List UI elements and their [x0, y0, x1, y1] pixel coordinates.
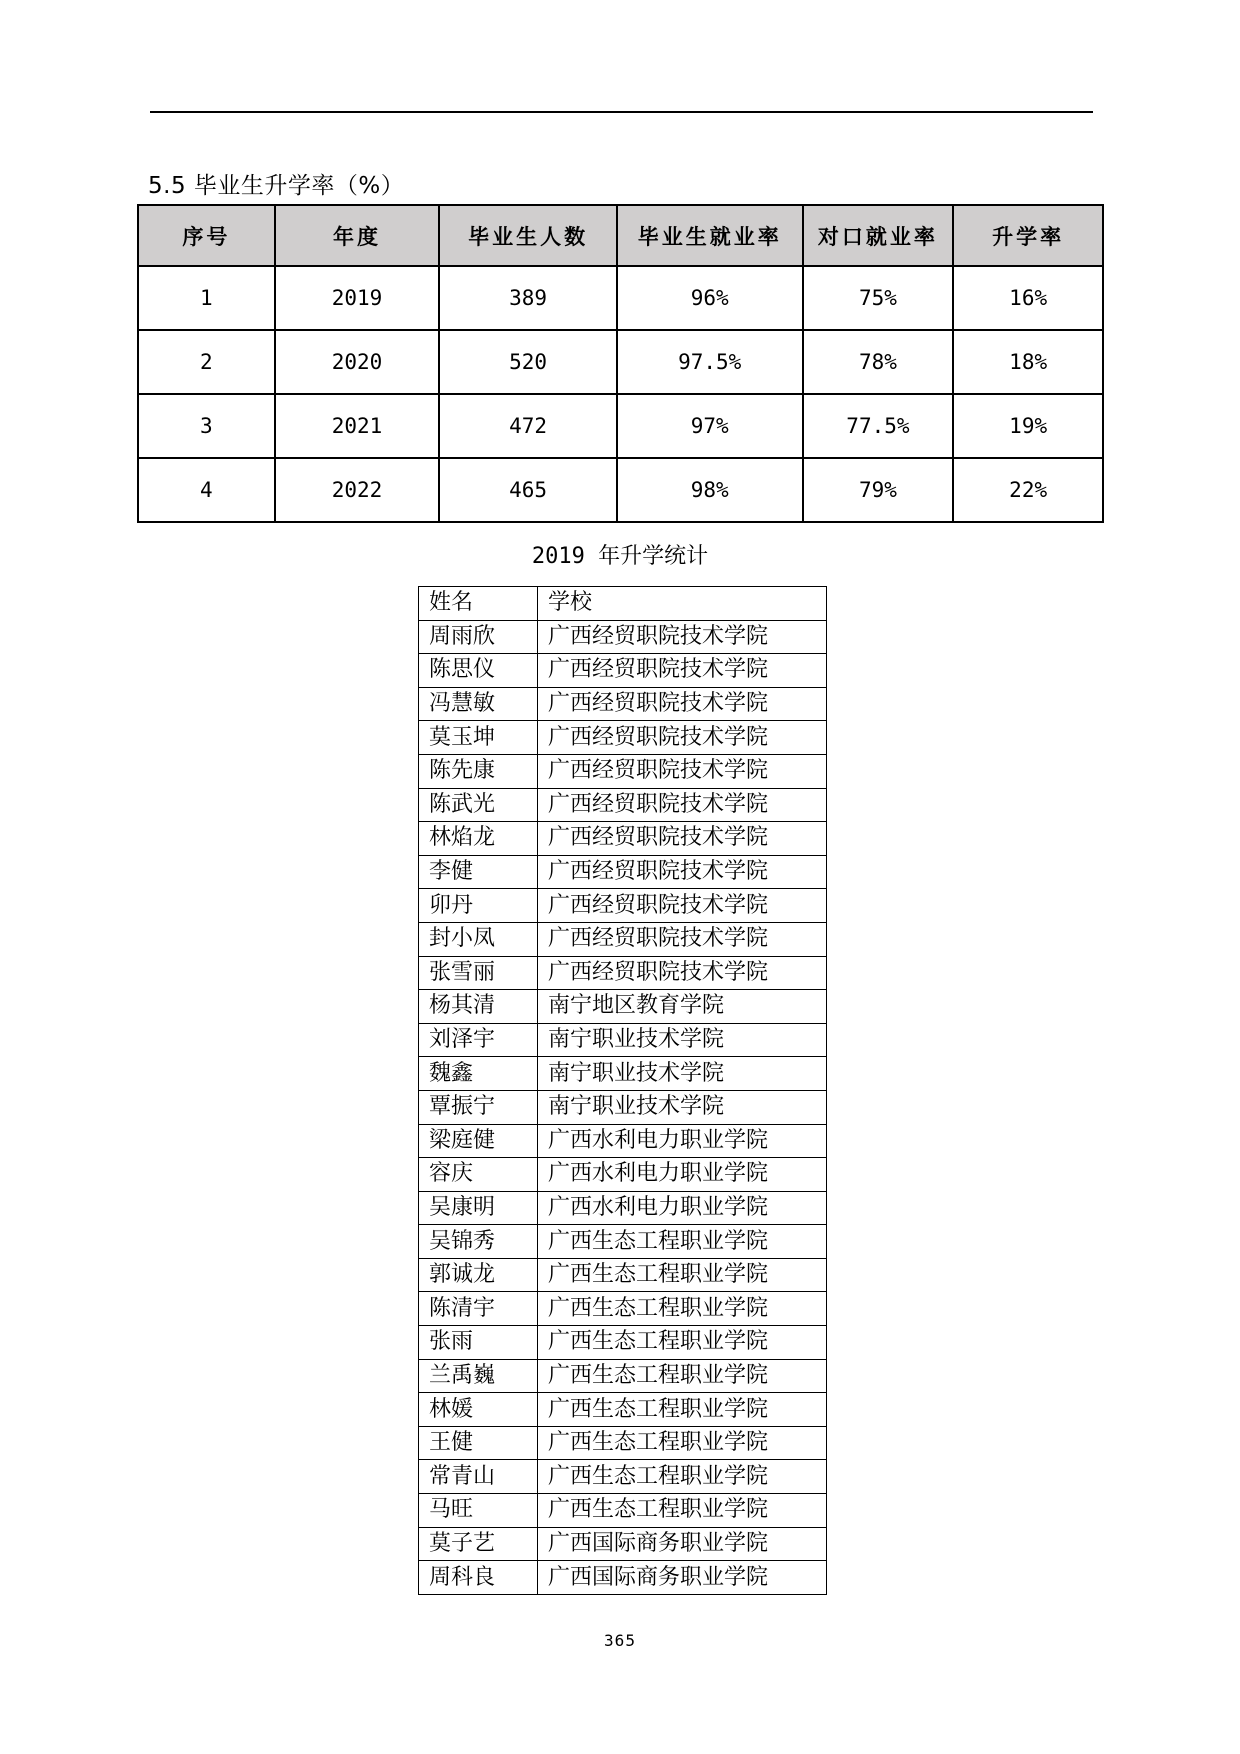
header-name: 姓名: [419, 587, 538, 621]
student-name: 覃振宁: [419, 1090, 538, 1124]
school-name: 广西生态工程职业学院: [538, 1292, 827, 1326]
cell-employment-rate: 98%: [617, 458, 803, 522]
student-name: 郭诚龙: [419, 1258, 538, 1292]
cell-year: 2019: [275, 266, 440, 330]
further-study-roster-table: [418, 586, 827, 1595]
roster-row: [419, 788, 827, 822]
cell-index: 3: [138, 394, 275, 458]
school-name: 广西经贸职院技术学院: [538, 754, 827, 788]
roster-row: [419, 1359, 827, 1393]
student-name: 李健: [419, 855, 538, 889]
cell-graduate-count: 465: [439, 458, 617, 522]
stats-row: [138, 394, 1103, 458]
school-name: 广西生态工程职业学院: [538, 1460, 827, 1494]
roster-row: [419, 990, 827, 1024]
student-name: 陈武光: [419, 788, 538, 822]
student-name: 王健: [419, 1426, 538, 1460]
cell-year: 2022: [275, 458, 440, 522]
school-name: 广西经贸职院技术学院: [538, 922, 827, 956]
roster-row: [419, 687, 827, 721]
roster-row: [419, 721, 827, 755]
section-title: 5.5 毕业生升学率（%）: [148, 173, 405, 199]
header-index: 序号: [138, 205, 275, 266]
school-name: 广西经贸职院技术学院: [538, 620, 827, 654]
school-name: 广西国际商务职业学院: [538, 1561, 827, 1595]
roster-row: [419, 620, 827, 654]
student-name: 冯慧敏: [419, 687, 538, 721]
roster-row: [419, 855, 827, 889]
cell-further-study-rate: 18%: [953, 330, 1103, 394]
stats-row: [138, 458, 1103, 522]
student-name: 封小凤: [419, 922, 538, 956]
student-name: 常青山: [419, 1460, 538, 1494]
school-name: 广西经贸职院技术学院: [538, 721, 827, 755]
school-name: 南宁职业技术学院: [538, 1057, 827, 1091]
student-name: 张雪丽: [419, 956, 538, 990]
school-name: 广西经贸职院技术学院: [538, 956, 827, 990]
school-name: 广西生态工程职业学院: [538, 1393, 827, 1427]
cell-matched-employment-rate: 77.5%: [803, 394, 954, 458]
school-name: 广西水利电力职业学院: [538, 1191, 827, 1225]
school-name: 南宁职业技术学院: [538, 1090, 827, 1124]
header-matched-employment-rate: 对口就业率: [803, 205, 954, 266]
school-name: 广西经贸职院技术学院: [538, 822, 827, 856]
student-name: 吴康明: [419, 1191, 538, 1225]
roster-row: [419, 1057, 827, 1091]
stats-header-row: [138, 205, 1103, 266]
student-name: 刘泽宇: [419, 1023, 538, 1057]
school-name: 广西水利电力职业学院: [538, 1158, 827, 1192]
school-name: 广西经贸职院技术学院: [538, 855, 827, 889]
roster-row: [419, 1158, 827, 1192]
school-name: 广西生态工程职业学院: [538, 1258, 827, 1292]
roster-row: [419, 889, 827, 923]
student-name: 马旺: [419, 1494, 538, 1528]
student-name: 杨其清: [419, 990, 538, 1024]
roster-row: [419, 1292, 827, 1326]
cell-further-study-rate: 22%: [953, 458, 1103, 522]
roster-caption: 2019 年升学统计: [531, 544, 709, 569]
cell-further-study-rate: 16%: [953, 266, 1103, 330]
cell-year: 2021: [275, 394, 440, 458]
school-name: 广西水利电力职业学院: [538, 1124, 827, 1158]
stats-row: [138, 330, 1103, 394]
header-year: 年度: [275, 205, 440, 266]
roster-row: [419, 754, 827, 788]
header-graduate-count: 毕业生人数: [439, 205, 617, 266]
cell-matched-employment-rate: 75%: [803, 266, 954, 330]
school-name: 广西生态工程职业学院: [538, 1426, 827, 1460]
school-name: 广西生态工程职业学院: [538, 1494, 827, 1528]
header-further-study-rate: 升学率: [953, 205, 1103, 266]
student-name: 梁庭健: [419, 1124, 538, 1158]
cell-matched-employment-rate: 78%: [803, 330, 954, 394]
cell-employment-rate: 97%: [617, 394, 803, 458]
cell-further-study-rate: 19%: [953, 394, 1103, 458]
cell-matched-employment-rate: 79%: [803, 458, 954, 522]
roster-row: [419, 922, 827, 956]
student-name: 周科良: [419, 1561, 538, 1595]
cell-employment-rate: 96%: [617, 266, 803, 330]
roster-row: [419, 1460, 827, 1494]
roster-row: [419, 1393, 827, 1427]
cell-graduate-count: 472: [439, 394, 617, 458]
school-name: 广西经贸职院技术学院: [538, 687, 827, 721]
student-name: 莫子艺: [419, 1527, 538, 1561]
cell-index: 1: [138, 266, 275, 330]
roster-row: [419, 1191, 827, 1225]
student-name: 陈思仪: [419, 654, 538, 688]
student-name: 林媛: [419, 1393, 538, 1427]
student-name: 兰禹巍: [419, 1359, 538, 1393]
cell-employment-rate: 97.5%: [617, 330, 803, 394]
student-name: 陈先康: [419, 754, 538, 788]
roster-header-row: [419, 587, 827, 621]
roster-row: [419, 1527, 827, 1561]
roster-row: [419, 1561, 827, 1595]
roster-row: [419, 1426, 827, 1460]
cell-index: 4: [138, 458, 275, 522]
roster-row: [419, 1124, 827, 1158]
school-name: 广西生态工程职业学院: [538, 1326, 827, 1360]
school-name: 广西国际商务职业学院: [538, 1527, 827, 1561]
school-name: 广西生态工程职业学院: [538, 1359, 827, 1393]
student-name: 魏鑫: [419, 1057, 538, 1091]
student-name: 周雨欣: [419, 620, 538, 654]
graduation-stats-table: [137, 204, 1104, 523]
stats-row: [138, 266, 1103, 330]
student-name: 卯丹: [419, 889, 538, 923]
roster-row: [419, 654, 827, 688]
cell-year: 2020: [275, 330, 440, 394]
page-number: 365: [604, 1631, 636, 1650]
roster-row: [419, 1225, 827, 1259]
header-employment-rate: 毕业生就业率: [617, 205, 803, 266]
cell-graduate-count: 520: [439, 330, 617, 394]
header-school: 学校: [538, 587, 827, 621]
school-name: 广西经贸职院技术学院: [538, 788, 827, 822]
roster-row: [419, 1494, 827, 1528]
school-name: 广西经贸职院技术学院: [538, 889, 827, 923]
school-name: 南宁职业技术学院: [538, 1023, 827, 1057]
roster-row: [419, 822, 827, 856]
student-name: 容庆: [419, 1158, 538, 1192]
roster-row: [419, 1090, 827, 1124]
student-name: 莫玉坤: [419, 721, 538, 755]
school-name: 广西经贸职院技术学院: [538, 654, 827, 688]
student-name: 陈清宇: [419, 1292, 538, 1326]
student-name: 张雨: [419, 1326, 538, 1360]
student-name: 林焰龙: [419, 822, 538, 856]
roster-row: [419, 1023, 827, 1057]
roster-row: [419, 1258, 827, 1292]
roster-row: [419, 1326, 827, 1360]
header-rule: [150, 111, 1093, 113]
student-name: 吴锦秀: [419, 1225, 538, 1259]
school-name: 南宁地区教育学院: [538, 990, 827, 1024]
cell-graduate-count: 389: [439, 266, 617, 330]
cell-index: 2: [138, 330, 275, 394]
school-name: 广西生态工程职业学院: [538, 1225, 827, 1259]
roster-row: [419, 956, 827, 990]
